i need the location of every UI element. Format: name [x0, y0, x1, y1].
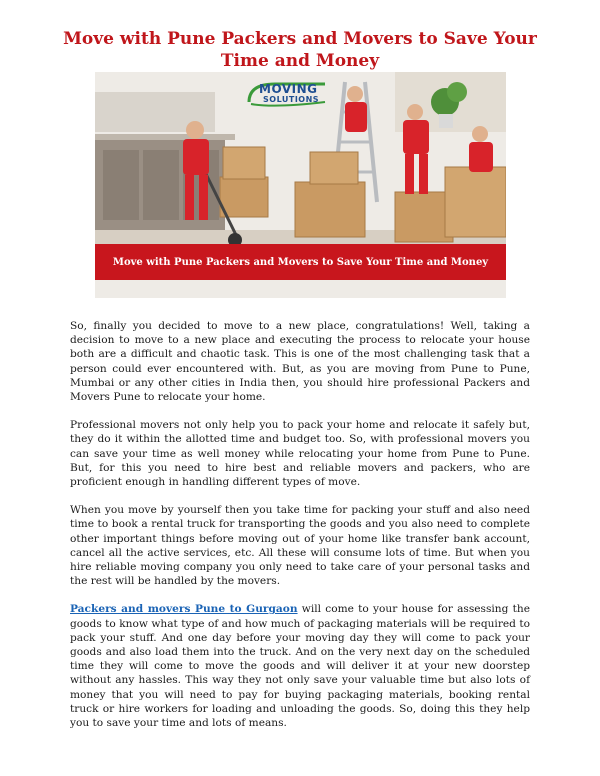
- moving-solutions-logo: [245, 80, 331, 108]
- paragraph-1: So, finally you decided to move to a new place, congratulations! Well, taking a decision to move to a new place and executing the process to relocate your house both are a difficult and chaotic task. This is one of the most challenging task that a person could ever encountered with. But, as you are moving from Pune to Pune, Mumbai or any other cities in India then, you should hire professional Packers and Movers Pune to relocate your home.: [70, 320, 530, 404]
- hero-banner: [95, 244, 506, 280]
- logo-line2: SOLUTIONS: [263, 95, 320, 104]
- logo-line1: MOVING: [259, 82, 318, 96]
- paragraph-3: When you move by yourself then you take time for packing your stuff and also need time to book a rental truck for transporting the goods and you also need to complete other important things before moving out of your home like transfer bank account, cancel all the active services, etc. All these will consume lots of time. But when you hire reliable moving company you only need to take care of your personal tasks and the rest will be handled by the movers.: [70, 504, 530, 588]
- hero-banner-text: Move with Pune Packers and Movers to Save Your Time and Money: [112, 256, 489, 268]
- article-body: [70, 319, 530, 744]
- hero-image: [95, 72, 506, 298]
- page-title: Move with Pune Packers and Movers to Save Your Time and Money: [63, 29, 537, 71]
- paragraph-2: Professional movers not only help you to pack your home and relocate it safely but, they do it within the allotted time and budget too. So, with professional movers you can save your time as well money while relocating your home from Pune to Pune. But, for this you need to hire best and reliable movers and packers, who are proficient enough in handling different types of move.: [70, 419, 530, 489]
- paragraph-4-text: will come to your house for assessing the goods to know what type of and how much of packaging materials will be required to pack your stuff. And one day before your moving day they will come to pack your goods and also load them into the truck. And on the very next day on the scheduled time they will come to move the goods and will deliver it at your new doorstep without any hassles. This way they not only save your valuable time but also lots of money that you will need to pay for buying packaging materials, booking rental truck or hire workers for loading and unloading the goods. So, doing this they help you to save your time and lots of means.: [70, 603, 530, 730]
- pune-to-gurgaon-link[interactable]: Packers and movers Pune to Gurgaon: [70, 603, 298, 616]
- paragraph-4: [70, 602, 530, 730]
